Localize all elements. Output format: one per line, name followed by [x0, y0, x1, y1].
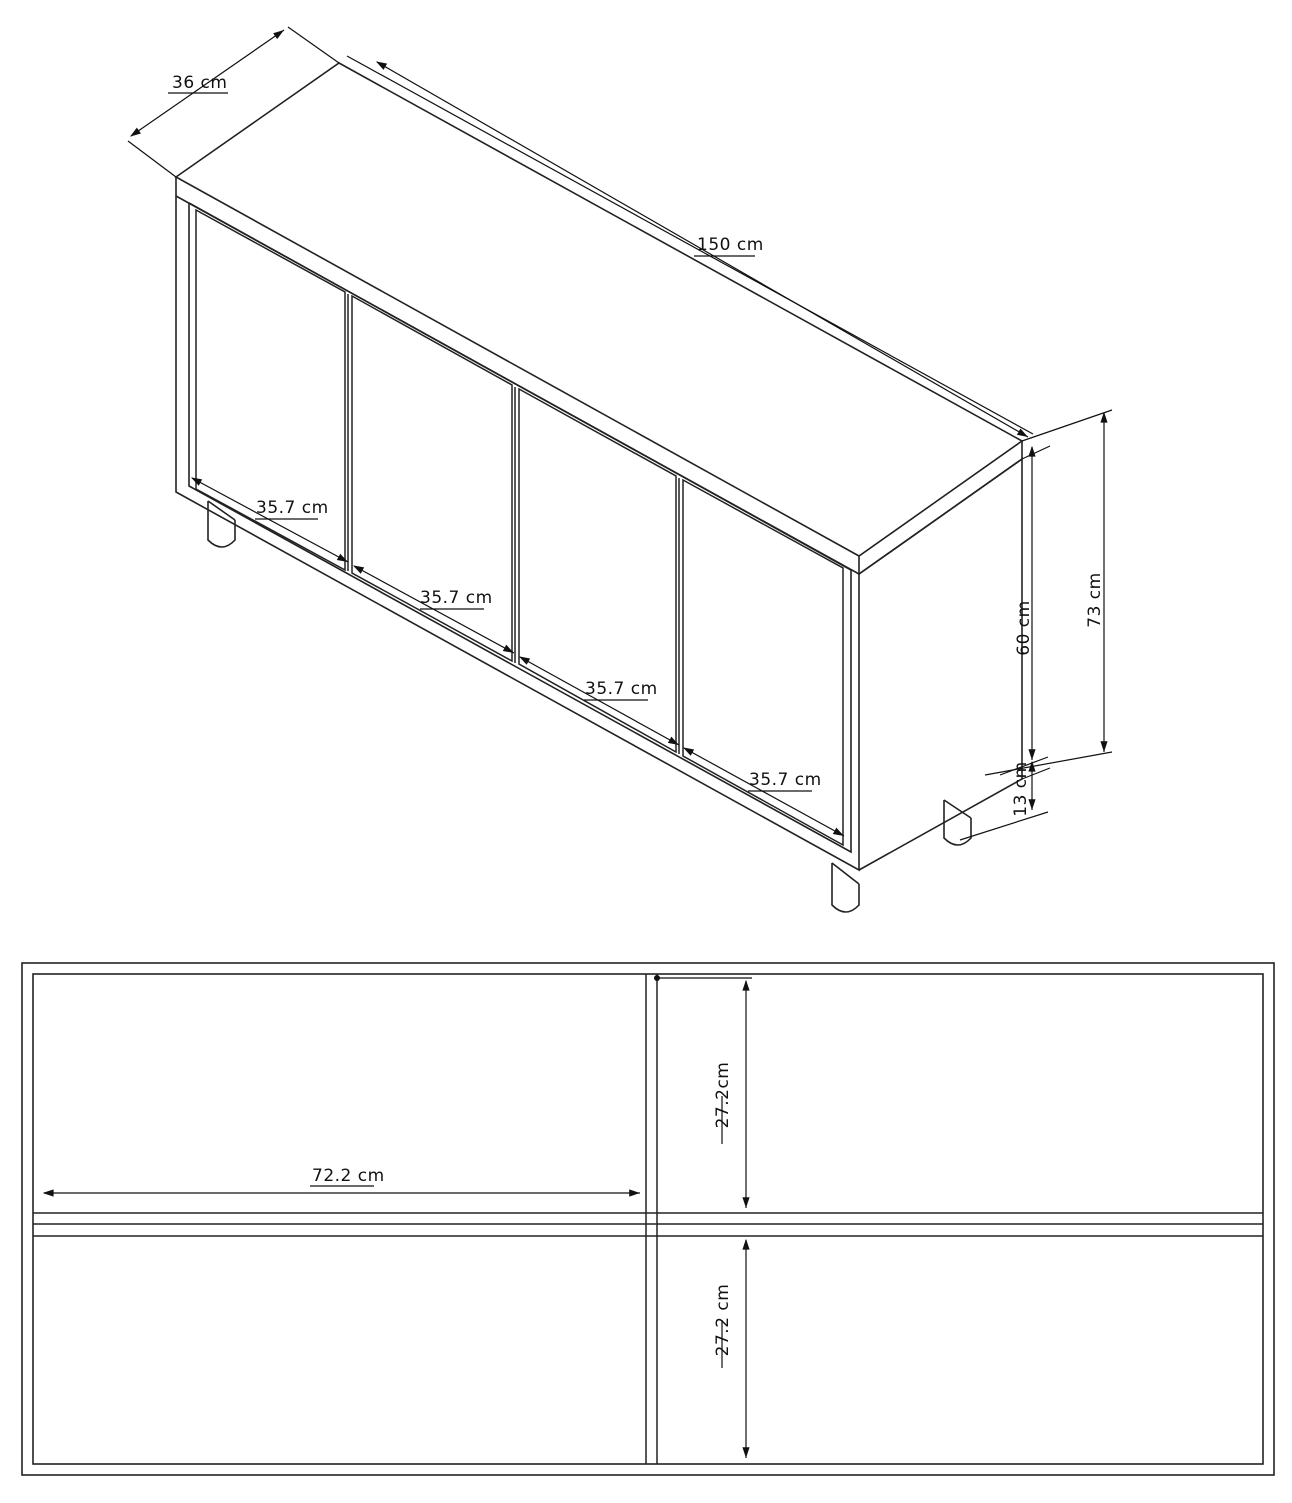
dimension-label-body-height: 60 cm	[1014, 600, 1034, 656]
dimension-label-lower-compartment: 27.2 cm	[713, 1283, 733, 1357]
dimension-label-door-3: 35.7 cm	[585, 679, 658, 699]
dimension-door-1	[192, 478, 348, 562]
dimension-depth-36	[128, 27, 339, 177]
isometric-legs	[208, 501, 971, 912]
dimension-width-150	[347, 56, 1033, 437]
isometric-cabinet-body	[176, 63, 1022, 870]
dimension-upper-compartment	[654, 975, 752, 1208]
isometric-doors	[196, 210, 843, 845]
dimension-label-door-4: 35.7 cm	[749, 770, 822, 790]
dimension-label-upper-compartment: 27.2cm	[713, 1061, 733, 1129]
dimension-door-4	[684, 748, 844, 836]
dimension-interior-width-72	[44, 1186, 640, 1193]
dimension-label-width: 150 cm	[697, 235, 764, 255]
dimension-label-door-1: 35.7 cm	[256, 498, 329, 518]
dimension-label-door-2: 35.7 cm	[420, 588, 493, 608]
dimension-door-2	[354, 566, 514, 653]
dimension-label-depth: 36 cm	[172, 73, 228, 93]
front-elevation-internal-structure	[33, 974, 1263, 1464]
dimension-label-total-height: 73 cm	[1085, 572, 1105, 628]
dimension-label-leg-height: 13 cm	[1011, 761, 1031, 817]
front-elevation-outline	[22, 963, 1274, 1475]
dimension-label-interior-width: 72.2 cm	[312, 1166, 385, 1186]
dimension-door-3	[520, 657, 679, 745]
dimension-height-13	[960, 757, 1048, 840]
